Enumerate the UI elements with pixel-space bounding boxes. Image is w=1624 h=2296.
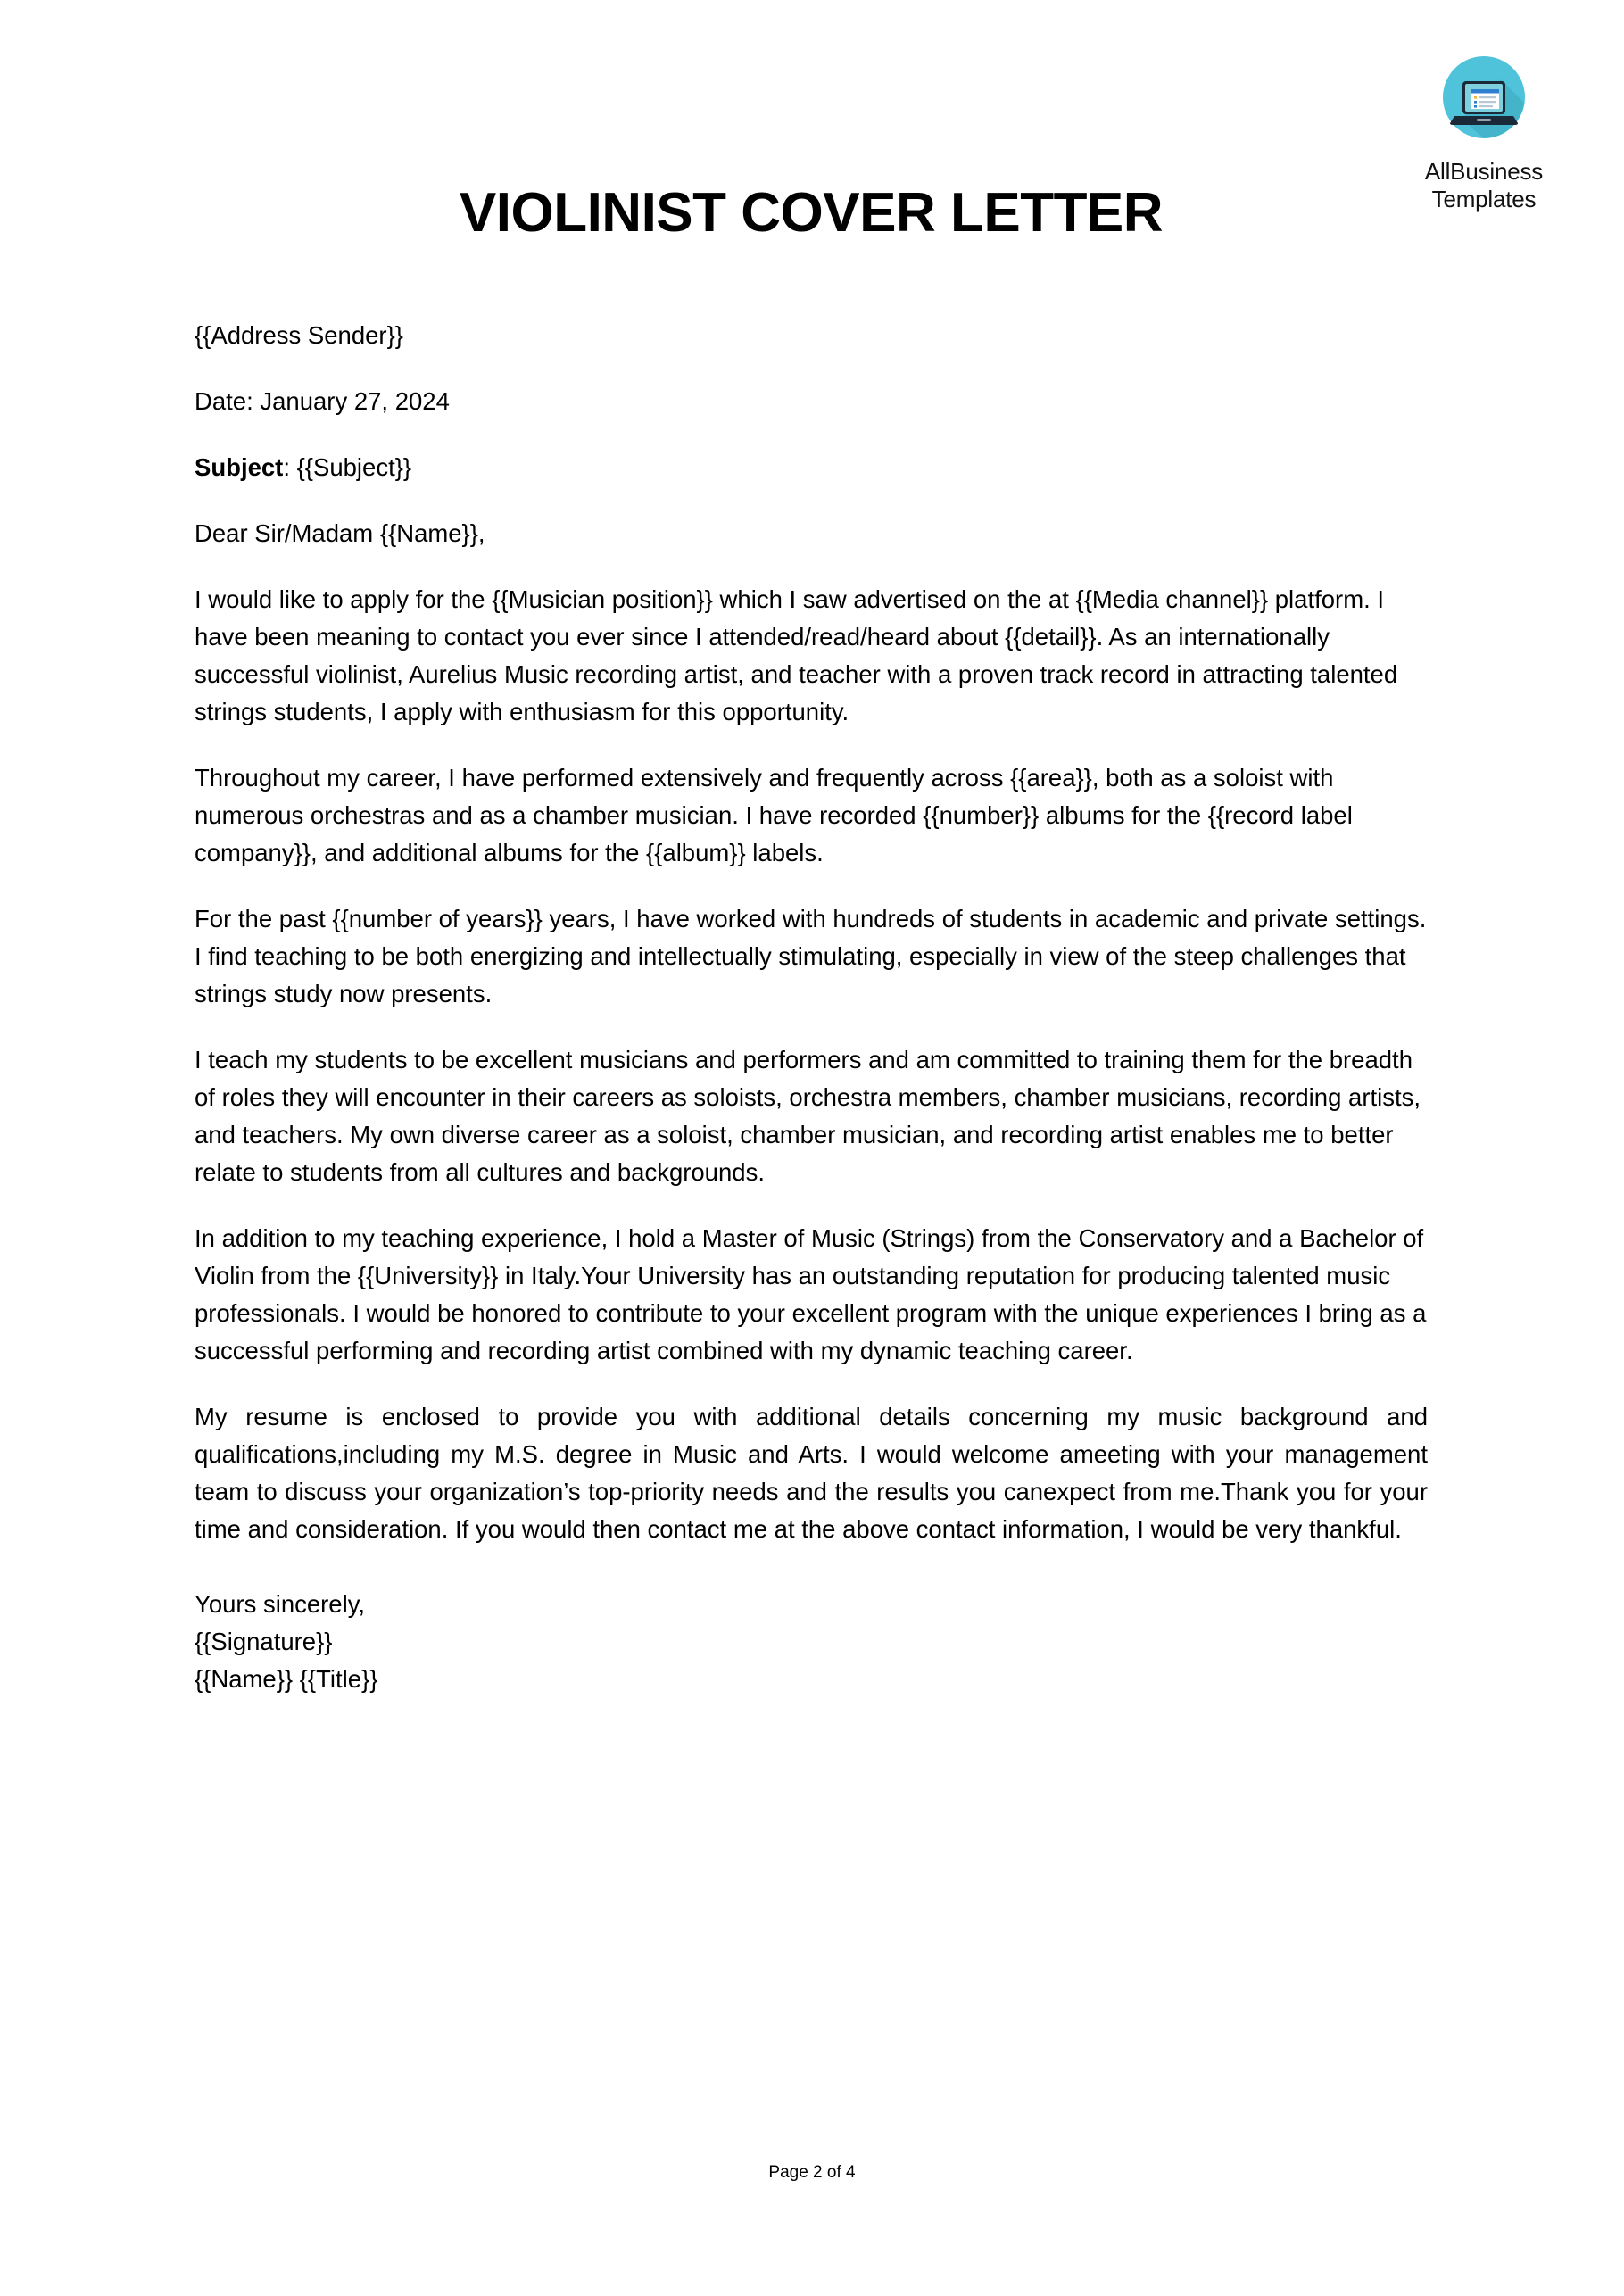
subject-line (195, 449, 1428, 486)
signoff-line: Yours sincerely, (195, 1590, 366, 1618)
signature-placeholder: {{Signature}} (195, 1628, 333, 1655)
body-paragraph-4: I teach my students to be excellent musicians and performers and am committed to training them for the breadth of roles they will encounter in their careers as soloists, orchestra members, chamber musicians, recording artists, and teachers. My own diverse career as a soloist, chamber musician, and recording artist enables me to better relate to students from all cultures and backgrounds. (195, 1046, 1421, 1186)
brand-name-line1: AllBusiness (1424, 158, 1544, 185)
letter-body (195, 317, 1428, 1698)
signature-spacer (195, 1577, 1428, 1586)
subject-value: : {{Subject}} (283, 453, 412, 481)
name-title-placeholder: {{Name}} {{Title}} (195, 1665, 378, 1693)
laptop-in-circle-logo (1435, 49, 1533, 147)
body-paragraph-1: I would like to apply for the {{Musician position}} which I saw advertised on the at {{Media channel}} platform. I have been meaning to contact you ever since I attended/read/heard about {{detail}}. As an internationally successful violinist, Aurelius Music recording artist, and teacher with a proven track record in attracting talented strings students, I apply with enthusiasm for this opportunity. (195, 585, 1398, 725)
signature-block (195, 1586, 1428, 1698)
address-sender-line: {{Address Sender}} (195, 321, 403, 349)
date-line: Date: January 27, 2024 (195, 387, 450, 415)
body-paragraph-2: Throughout my career, I have performed extensively and frequently across {{area}}, both as a soloist with numerous orchestras and as a chamber musician. I have recorded {{number}} albums for the {{record label company}}, and additional albums for the {{album}} labels. (195, 764, 1353, 866)
page-footer: Page 2 of 4 (768, 2163, 856, 2182)
page-title: VIOLINIST COVER LETTER (459, 182, 1164, 244)
body-paragraph-5: In addition to my teaching experience, I hold a Master of Music (Strings) from the Conservatory and a Bachelor of Violin from the {{University}} in Italy.Your University has an outstanding reputation for producing talented music professionals. I would be honored to contribute to your excellent program with the unique experiences I bring as a successful performing and recording artist combined with my dynamic teaching career. (195, 1224, 1427, 1364)
closing-paragraph: My resume is enclosed to provide you with additional details concerning my music background and qualifications,including my M.S. degree in Music and Arts. I would welcome ameeting with your management team to discuss your organization’s top-priority needs and the results you canexpect from me.Thank you for your time and consideration. If you would then contact me at the above contact information, I would be very thankful. (195, 1403, 1428, 1543)
salutation-line: Dear Sir/Madam {{Name}}, (195, 519, 485, 547)
subject-label: Subject (195, 453, 284, 481)
body-paragraph-3: For the past {{number of years}} years, I have worked with hundreds of students in academic and private settings. I find teaching to be both energizing and intellectually stimulating, especially in view of the steep challenges that strings study now presents. (195, 905, 1427, 1007)
brand-name-line2: Templates (1431, 185, 1537, 212)
